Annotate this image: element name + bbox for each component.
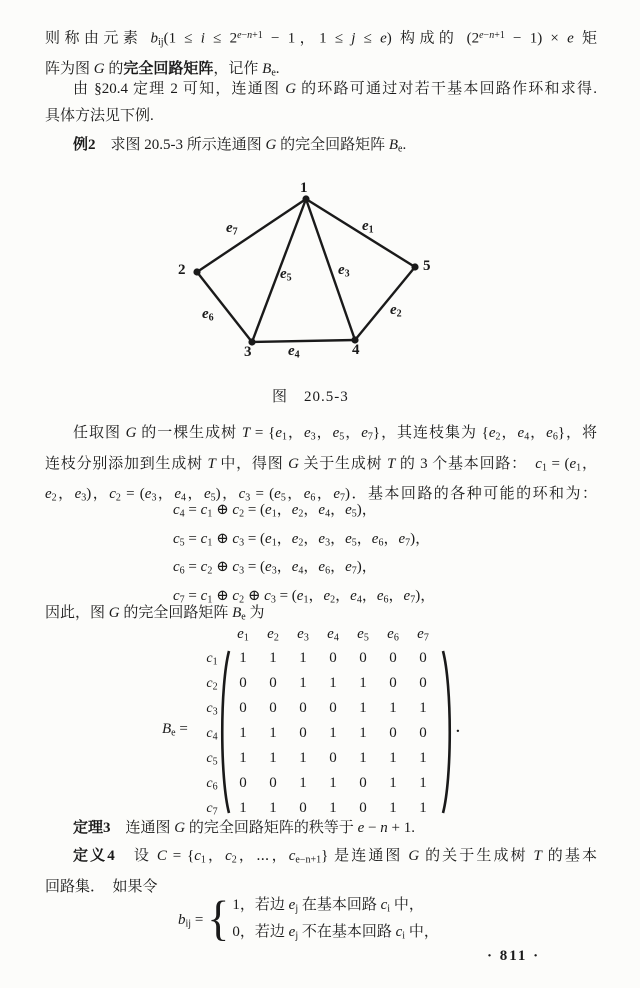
graph-vertex-dot-5 — [411, 263, 418, 270]
equation-line: $c_7 = c_1$ ⊕ $c_2$ ⊕ $c_3 = (e_1$，$e_2$，$e_4$，$e_6$，$e_7$)， — [173, 587, 436, 605]
text-line: $e_2$，$e_3$)，$c_2 = (e_3$，$e_4$，$e_5$)，$c_3 = (e_5$，$e_6$，$e_7$)．基本回路的各种可能的环和为： — [45, 486, 597, 504]
matrix-cell: 1 — [359, 750, 367, 766]
bij-formula — [178, 891, 439, 947]
text-line: 阵为图 G 的完全回路矩阵，记作 $B_e$. — [45, 61, 280, 79]
matrix-cell: 1 — [359, 725, 367, 741]
matrix-row — [200, 646, 438, 671]
matrix-cell: 1 — [359, 700, 367, 716]
matrix-cell: 1 — [299, 650, 307, 666]
matrix-row — [200, 771, 438, 796]
matrix-cell: 0 — [359, 775, 367, 791]
case-brace: { — [207, 891, 230, 945]
vertex-label-5: 5 — [423, 258, 431, 274]
matrix-cell: 0 — [239, 775, 247, 791]
matrix-cell: 1 — [329, 775, 337, 791]
graph-edge-e5 — [252, 199, 306, 342]
equation-line: $c_4 = c_1$ ⊕ $c_2 = (e_1$，$e_2$，$e_4$，$e_5$)， — [173, 502, 377, 520]
matrix-right-paren — [440, 648, 456, 816]
matrix-cell: 1 — [389, 775, 397, 791]
bij-lhs: $b_{ij}$ = — [178, 911, 204, 930]
edge-label-e6: $e_6$ — [202, 306, 214, 324]
text-line: 定义4 设 $C = \{c_1$，$c_2$，⋯，$c_{e-n+1}$} 是连通图 G 的关于生成树 T 的基本 — [73, 848, 597, 866]
text-line: 由 §20.4 定理 2 可知，连通图 G 的环路可通过对若干基本回路作环和求得. — [73, 81, 597, 97]
matrix-row — [200, 671, 438, 696]
matrix-row-label: $c_4$ — [206, 726, 218, 743]
matrix-cell: 1 — [329, 725, 337, 741]
matrix-cell: 1 — [239, 650, 247, 666]
matrix-cell: 1 — [239, 800, 247, 816]
matrix-cell: 0 — [269, 700, 277, 716]
matrix-cell: 0 — [389, 650, 397, 666]
matrix-cell: 1 — [389, 800, 397, 816]
vertex-label-4: 4 — [352, 342, 360, 358]
graph-figure — [140, 178, 500, 378]
case-line-1: 1，若边 $e_j$ 在基本回路 $c_i$ 中， — [232, 897, 424, 915]
matrix-row-label: $c_7$ — [206, 801, 218, 818]
matrix-cell: 0 — [299, 700, 307, 716]
matrix-cell: 0 — [359, 800, 367, 816]
edge-label-e1: $e_1$ — [362, 218, 374, 236]
definition-4-paragraph — [45, 843, 597, 901]
matrix-cell: 0 — [359, 650, 367, 666]
matrix-cell: 0 — [329, 700, 337, 716]
matrix-period: . — [456, 720, 460, 736]
equation-line: $c_6 = c_2$ ⊕ $c_3 = (e_3$，$e_4$，$e_6$，$e_7$)， — [173, 559, 377, 577]
matrix-cell: 0 — [269, 675, 277, 691]
matrix-row-label: $c_1$ — [206, 651, 218, 668]
matrix-cell: 1 — [269, 800, 277, 816]
matrix-row — [200, 746, 438, 771]
matrix-cell: 1 — [419, 775, 427, 791]
matrix-rows — [200, 646, 438, 821]
matrix-cell: 1 — [329, 800, 337, 816]
matrix-row-label: $c_6$ — [206, 776, 218, 793]
graph-vertex-dot-2 — [193, 268, 200, 275]
matrix-cell: 0 — [419, 675, 427, 691]
matrix-col-header: $e_2$ — [267, 626, 279, 644]
matrix-cell: 0 — [299, 800, 307, 816]
matrix-row — [200, 696, 438, 721]
matrix-col-header: $e_6$ — [387, 626, 399, 644]
example-2-line: 例2 求图 20.5-3 所示连通图 G 的完全回路矩阵 $B_e$. — [73, 137, 407, 155]
edge-label-e5: $e_5$ — [280, 266, 292, 284]
matrix-row — [200, 721, 438, 746]
matrix-col-header: $e_5$ — [357, 626, 369, 644]
matrix-cell: 0 — [239, 675, 247, 691]
matrix-cell: 1 — [269, 725, 277, 741]
matrix-cell: 0 — [269, 775, 277, 791]
vertex-label-2: 2 — [178, 262, 186, 278]
edge-label-e7: $e_7$ — [226, 220, 238, 238]
matrix-cell: 1 — [419, 700, 427, 716]
matrix-cell: 0 — [239, 700, 247, 716]
complete-circuit-matrix — [160, 622, 490, 822]
matrix-cell: 1 — [419, 800, 427, 816]
matrix-cell: 1 — [269, 750, 277, 766]
matrix-cell: 0 — [329, 650, 337, 666]
matrix-cell: 0 — [389, 675, 397, 691]
text-line: 具体方法见下例. — [45, 108, 154, 124]
theorem-3-line: 定理3 连通图 G 的完全回路矩阵的秩等于 e − n + 1. — [73, 820, 415, 836]
bij-cases — [232, 894, 438, 947]
matrix-cell: 1 — [239, 725, 247, 741]
method-paragraph — [45, 76, 597, 130]
edge-label-e3: $e_3$ — [338, 262, 350, 280]
matrix-cell: 0 — [419, 725, 427, 741]
matrix-col-headers — [228, 622, 438, 646]
matrix-cell: 1 — [299, 775, 307, 791]
vertex-label-1: 1 — [300, 180, 308, 196]
text-line: 则称由元素 $b_{ij}(1 \le i \le 2^{e-n+1} - 1$，1 ≤ j ≤ e) 构成的 $(2^{e-n+1} - 1) \times e$ 矩 — [45, 30, 597, 48]
text-line: 任取图 G 的一棵生成树 $T = \{e_1$，$e_3$，$e_5$，$e_7$}，其连枝集为 {$e_2$，$e_4$，$e_6$}，将 — [73, 425, 597, 443]
text-line: 回路集． 如果令 — [45, 878, 158, 895]
matrix-cell: 1 — [389, 700, 397, 716]
matrix-cell: 1 — [419, 750, 427, 766]
matrix-cell: 0 — [329, 750, 337, 766]
graph-edge-e7 — [197, 199, 306, 272]
matrix-cell: 1 — [389, 750, 397, 766]
matrix-cell: 1 — [269, 650, 277, 666]
matrix-row-label: $c_2$ — [206, 676, 218, 693]
figure-caption: 图 20.5-3 — [272, 389, 349, 405]
matrix-cell: 0 — [299, 725, 307, 741]
matrix-cell: 1 — [239, 750, 247, 766]
graph-svg — [140, 178, 500, 378]
matrix-cell: 0 — [419, 650, 427, 666]
matrix-intro-line: 因此，图 G 的完全回路矩阵 $B_e$ 为 — [45, 605, 265, 623]
graph-vertex-dots — [193, 195, 418, 345]
equation-line: $c_5 = c_1$ ⊕ $c_3 = (e_1$，$e_2$，$e_3$，$e_5$，$e_6$，$e_7$)， — [173, 530, 431, 548]
matrix-cell: 1 — [359, 675, 367, 691]
matrix-cell: 1 — [329, 675, 337, 691]
matrix-col-header: $e_1$ — [237, 626, 249, 644]
ring-sum-equations — [173, 498, 435, 612]
matrix-cell: 1 — [299, 675, 307, 691]
matrix-cell: 0 — [389, 725, 397, 741]
matrix-cell: 1 — [299, 750, 307, 766]
text-line: 连枝分别添加到生成树 T 中，得图 G 关于生成树 T 的 3 个基本回路： $c_1 = (e_1$， — [45, 455, 597, 473]
page-number: · 811 · — [487, 948, 541, 964]
edge-label-e2: $e_2$ — [390, 302, 402, 320]
matrix-row-label: $c_5$ — [206, 751, 218, 768]
matrix-col-header: $e_3$ — [297, 626, 309, 644]
graph-edge-e1 — [306, 199, 415, 267]
graph-edge-e4 — [252, 340, 355, 342]
edge-label-e4: $e_4$ — [288, 343, 300, 361]
case-line-0: 0，若边 $e_j$ 不在基本回路 $c_i$ 中， — [232, 923, 439, 941]
matrix-equals-label: $B_e$ = — [162, 721, 188, 739]
matrix-col-header: $e_4$ — [327, 626, 339, 644]
matrix-row-label: $c_3$ — [206, 701, 218, 718]
graph-edge-e2 — [355, 267, 415, 340]
matrix-col-header: $e_7$ — [417, 626, 429, 644]
vertex-label-3: 3 — [244, 344, 252, 360]
